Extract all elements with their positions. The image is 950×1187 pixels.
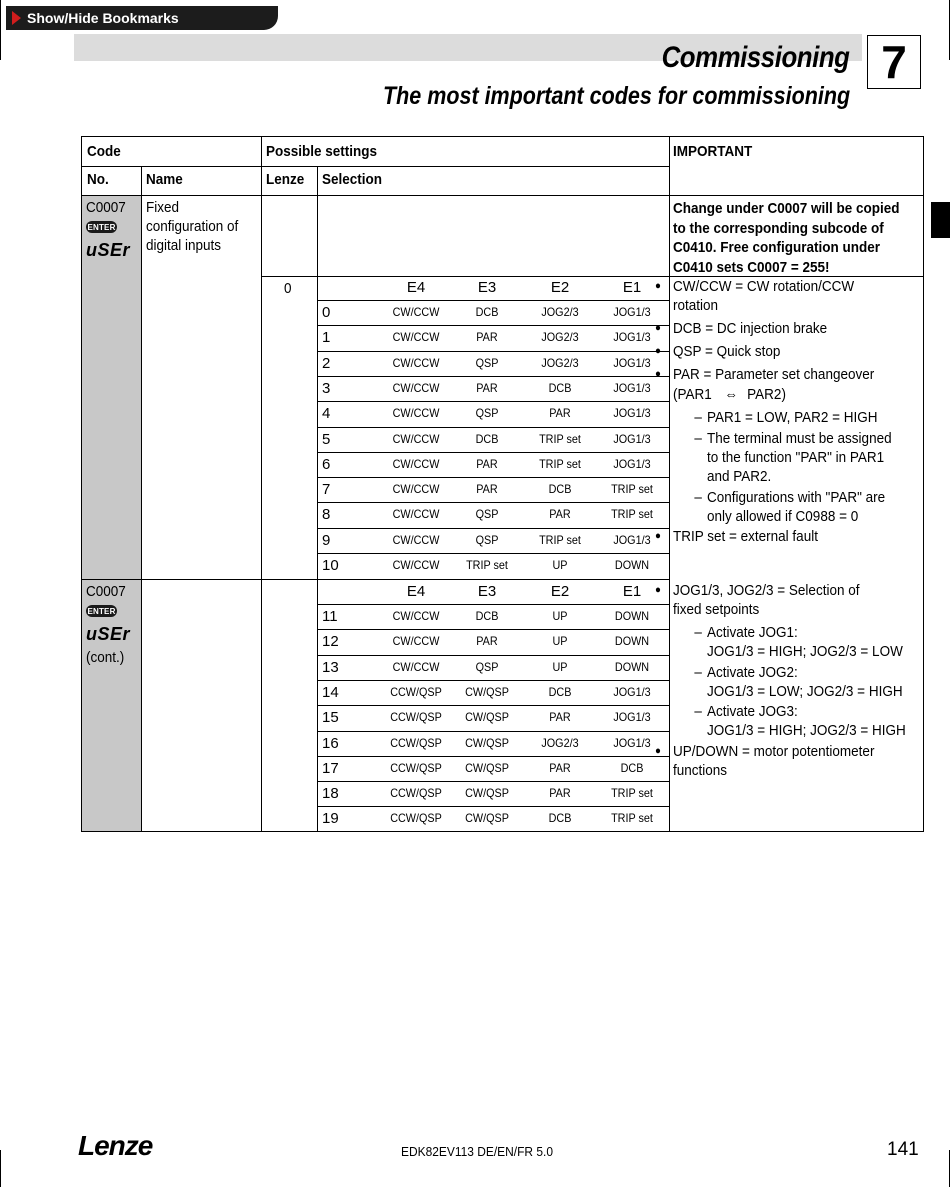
row-divider: [317, 680, 669, 681]
selection-cell: PAR: [549, 507, 571, 522]
row-divider: [317, 731, 669, 732]
note-bullet: ● TRIP set = external fault: [673, 527, 889, 546]
selection-cell: CW/CCW: [392, 609, 440, 623]
row-divider: [317, 756, 669, 757]
note-bullet: ● JOG1/3, JOG2/3 = Selection of: [673, 581, 889, 600]
selection-cell: CW/CCW: [392, 532, 440, 547]
selection-cell: CW/CCW: [392, 558, 440, 572]
selection-no: 7: [322, 481, 331, 499]
page-title: Commissioning: [662, 41, 850, 74]
row-divider: [317, 528, 669, 529]
selection-cell: JOG1/3: [613, 456, 651, 471]
codes-table: [81, 136, 924, 832]
selection-no: 16: [322, 734, 339, 752]
selection-cell: CCW/QSP: [390, 786, 442, 801]
selection-cell: PAR: [549, 406, 571, 421]
header-code: Code: [87, 143, 121, 160]
page-number: 141: [887, 1139, 919, 1160]
selection-col-header: E2: [550, 279, 570, 296]
selection-cell: CW/QSP: [465, 760, 509, 775]
selection-cell: JOG1/3: [613, 431, 651, 446]
selection-no: 1: [322, 329, 331, 347]
selection-cell: DCB: [620, 760, 644, 775]
note-bullet: ● QSP = Quick stop: [673, 342, 889, 361]
row-divider: [317, 452, 669, 453]
note-dash: – Configurations with "PAR" are: [707, 488, 923, 507]
note-dash: – Activate JOG1:: [707, 623, 923, 642]
selection-cell: DCB: [548, 380, 572, 395]
crop-mark: [0, 0, 1, 60]
note-bullet: ● UP/DOWN = motor potentiometer: [673, 742, 889, 761]
selection-cell: PAR: [476, 634, 498, 649]
selection-no: 3: [322, 379, 331, 397]
note-text: and PAR2.: [707, 468, 772, 485]
selection-cell: CCW/QSP: [390, 811, 442, 826]
selection-cell: DOWN: [614, 634, 650, 649]
note-text: [673, 385, 889, 404]
selection-cell: JOG1/3: [613, 735, 651, 750]
bookmark-arrow-icon: [12, 11, 21, 25]
crop-mark: [0, 1150, 1, 1187]
selection-col-header: E4: [406, 279, 426, 296]
selection-cell: TRIP set: [611, 811, 653, 826]
selection-cell: CW/CCW: [392, 456, 440, 471]
selection-col-header: E4: [406, 583, 426, 600]
selection-no: 10: [322, 557, 339, 574]
note-dash: – Activate JOG2:: [707, 663, 923, 682]
selection-cell: JOG1/3: [613, 380, 651, 395]
selection-col-header: E1: [622, 279, 642, 296]
selection-no: 0: [322, 304, 331, 321]
selection-cell: DCB: [475, 431, 499, 446]
note-text: fixed setpoints: [673, 601, 760, 618]
selection-cell: CW/CCW: [392, 380, 440, 395]
selection-cell: JOG2/3: [541, 735, 579, 750]
selection-cell: JOG1/3: [613, 330, 651, 345]
selection-cell: PAR: [549, 710, 571, 725]
selection-cell: TRIP set: [539, 456, 581, 471]
row-divider: [317, 477, 669, 478]
row-divider: [317, 502, 669, 503]
selection-cell: JOG1/3: [613, 305, 651, 319]
selection-cell: CW/CCW: [392, 431, 440, 446]
row-divider: [317, 553, 669, 554]
note-text: only allowed if C0988 = 0: [707, 508, 859, 525]
row-divider: [317, 427, 669, 428]
header-possible-settings: Possible settings: [266, 143, 378, 160]
header-selection: Selection: [322, 171, 383, 188]
selection-cell: QSP: [475, 355, 499, 370]
selection-cell: TRIP set: [539, 431, 581, 446]
selection-cell: CW/CCW: [392, 330, 440, 345]
selection-col-header: E2: [550, 583, 570, 600]
selection-no: 9: [322, 531, 331, 549]
row-divider: [317, 604, 669, 605]
lenze-default: 0: [284, 280, 292, 297]
show-hide-bookmarks-button[interactable]: [6, 6, 278, 30]
selection-cell: TRIP set: [611, 507, 653, 522]
note-dash: – Activate JOG3:: [707, 702, 923, 721]
note-text: JOG1/3 = LOW; JOG2/3 = HIGH: [707, 683, 903, 700]
selection-cell: UP: [552, 558, 568, 572]
selection-cell: TRIP set: [466, 558, 508, 572]
selection-col-header: E3: [477, 279, 497, 296]
important-note: Change under C0007 will be copied to the corresponding subcode of C0410. Free configuration under C0410 sets C0007 = 255!: [673, 200, 900, 276]
selection-cell: CW/CCW: [392, 406, 440, 421]
selection-no: 17: [322, 759, 339, 777]
header-no: No.: [87, 171, 109, 188]
note-bullet: ● CW/CCW = CW rotation/CCW: [673, 277, 889, 296]
header-name: Name: [146, 171, 183, 188]
row-divider: [317, 629, 669, 630]
selection-cell: QSP: [475, 659, 499, 674]
selection-cell: JOG1/3: [613, 684, 651, 699]
row-divider: [317, 705, 669, 706]
note-dash: – The terminal must be assigned: [707, 429, 923, 448]
selection-no: 18: [322, 785, 339, 803]
document-id: EDK82EV113 DE/EN/FR 5.0: [401, 1144, 554, 1159]
header-lenze: Lenze: [266, 171, 305, 188]
selection-cell: DOWN: [614, 558, 650, 572]
note-text: PAR2): [747, 386, 786, 403]
selection-cell: CW/QSP: [465, 710, 509, 725]
note-text: to the function "PAR" in PAR1: [707, 449, 885, 466]
selection-no: 2: [322, 354, 331, 372]
chapter-number: 7: [867, 35, 921, 89]
user-display-icon: uSEr: [86, 240, 131, 260]
selection-no: 8: [322, 506, 331, 524]
selection-cell: JOG2/3: [541, 305, 579, 319]
selection-cell: JOG2/3: [541, 330, 579, 345]
selection-cell: CW/CCW: [392, 305, 440, 319]
selection-cell: TRIP set: [611, 786, 653, 801]
selection-cell: PAR: [476, 330, 498, 345]
selection-cell: JOG1/3: [613, 355, 651, 370]
row-divider: [317, 781, 669, 782]
selection-cell: CW/QSP: [465, 811, 509, 826]
selection-cell: PAR: [549, 760, 571, 775]
page-subtitle: The most important codes for commissioning: [382, 82, 850, 110]
selection-cell: QSP: [475, 406, 499, 421]
selection-cell: CCW/QSP: [390, 735, 442, 750]
selection-cell: CW/CCW: [392, 634, 440, 649]
selection-cell: DCB: [548, 811, 572, 826]
selection-cell: DCB: [475, 305, 499, 319]
selection-cell: DCB: [548, 482, 572, 497]
row-divider: [317, 401, 669, 402]
selection-col-header: E3: [477, 583, 497, 600]
selection-no: 11: [322, 608, 338, 625]
selection-cell: DOWN: [614, 609, 650, 623]
selection-no: 19: [322, 810, 339, 828]
selection-cell: CCW/QSP: [390, 684, 442, 699]
enter-key-icon: ENTER: [87, 222, 116, 232]
selection-no: 15: [322, 709, 339, 727]
selection-cell: TRIP set: [539, 532, 581, 547]
selection-cell: TRIP set: [611, 482, 653, 497]
selection-col-header: E1: [622, 583, 642, 600]
selection-cell: CCW/QSP: [390, 710, 442, 725]
selection-cell: CW/QSP: [465, 735, 509, 750]
enter-key-icon: ENTER: [87, 606, 116, 616]
note-dash: – PAR1 = LOW, PAR2 = HIGH: [707, 408, 923, 427]
selection-cell: UP: [552, 634, 568, 649]
header-important: IMPORTANT: [673, 143, 753, 160]
note-text: functions: [673, 762, 728, 779]
bookmark-tab-label: Show/Hide Bookmarks: [27, 10, 179, 26]
row-divider: [317, 806, 669, 807]
code-number: C0007: [86, 199, 126, 216]
note-bullet: ● DCB = DC injection brake: [673, 319, 889, 338]
selection-cell: PAR: [476, 380, 498, 395]
row-divider: [317, 300, 669, 301]
note-text: rotation: [673, 297, 719, 314]
continued-label: (cont.): [86, 649, 125, 666]
selection-cell: PAR: [476, 482, 498, 497]
selection-cell: UP: [552, 609, 568, 623]
row-divider: [317, 325, 669, 326]
user-display-icon: uSEr: [86, 624, 131, 644]
selection-cell: CW/CCW: [392, 659, 440, 674]
selection-cell: UP: [552, 659, 568, 674]
selection-cell: CW/QSP: [465, 684, 509, 699]
selection-cell: PAR: [476, 456, 498, 471]
selection-cell: JOG1/3: [613, 532, 651, 547]
code-number: C0007: [86, 583, 126, 600]
selection-cell: DCB: [548, 684, 572, 699]
selection-cell: QSP: [475, 507, 499, 522]
selection-cell: QSP: [475, 532, 499, 547]
row-divider: [317, 351, 669, 352]
selection-no: 12: [322, 633, 339, 651]
selection-no: 5: [322, 430, 331, 448]
selection-cell: CW/CCW: [392, 507, 440, 522]
selection-cell: PAR: [549, 786, 571, 801]
note-text: JOG1/3 = HIGH; JOG2/3 = HIGH: [707, 722, 906, 739]
note-bullet: ● PAR = Parameter set changeover: [673, 365, 889, 384]
selection-cell: JOG1/3: [613, 406, 651, 421]
selection-no: 4: [322, 405, 331, 423]
chapter-side-marker: [931, 202, 950, 238]
selection-cell: DOWN: [614, 659, 650, 674]
double-arrow-icon: ⇔: [724, 386, 739, 403]
selection-no: 13: [322, 658, 339, 676]
selection-cell: CW/QSP: [465, 786, 509, 801]
row-divider: [317, 376, 669, 377]
lenze-logo: Lenze: [78, 1130, 153, 1161]
selection-cell: DCB: [475, 609, 499, 623]
selection-cell: JOG2/3: [541, 355, 579, 370]
row-divider: [317, 655, 669, 656]
selection-cell: JOG1/3: [613, 710, 651, 725]
selection-no: 14: [322, 683, 339, 701]
note-text: (PAR1: [673, 386, 712, 403]
selection-cell: CW/CCW: [392, 355, 440, 370]
selection-cell: CW/CCW: [392, 482, 440, 497]
note-text: JOG1/3 = HIGH; JOG2/3 = LOW: [707, 643, 903, 660]
code-column-shade: [82, 195, 141, 831]
code-name: Fixed configuration of digital inputs: [146, 199, 239, 254]
selection-no: 6: [322, 455, 331, 473]
selection-cell: CCW/QSP: [390, 760, 442, 775]
